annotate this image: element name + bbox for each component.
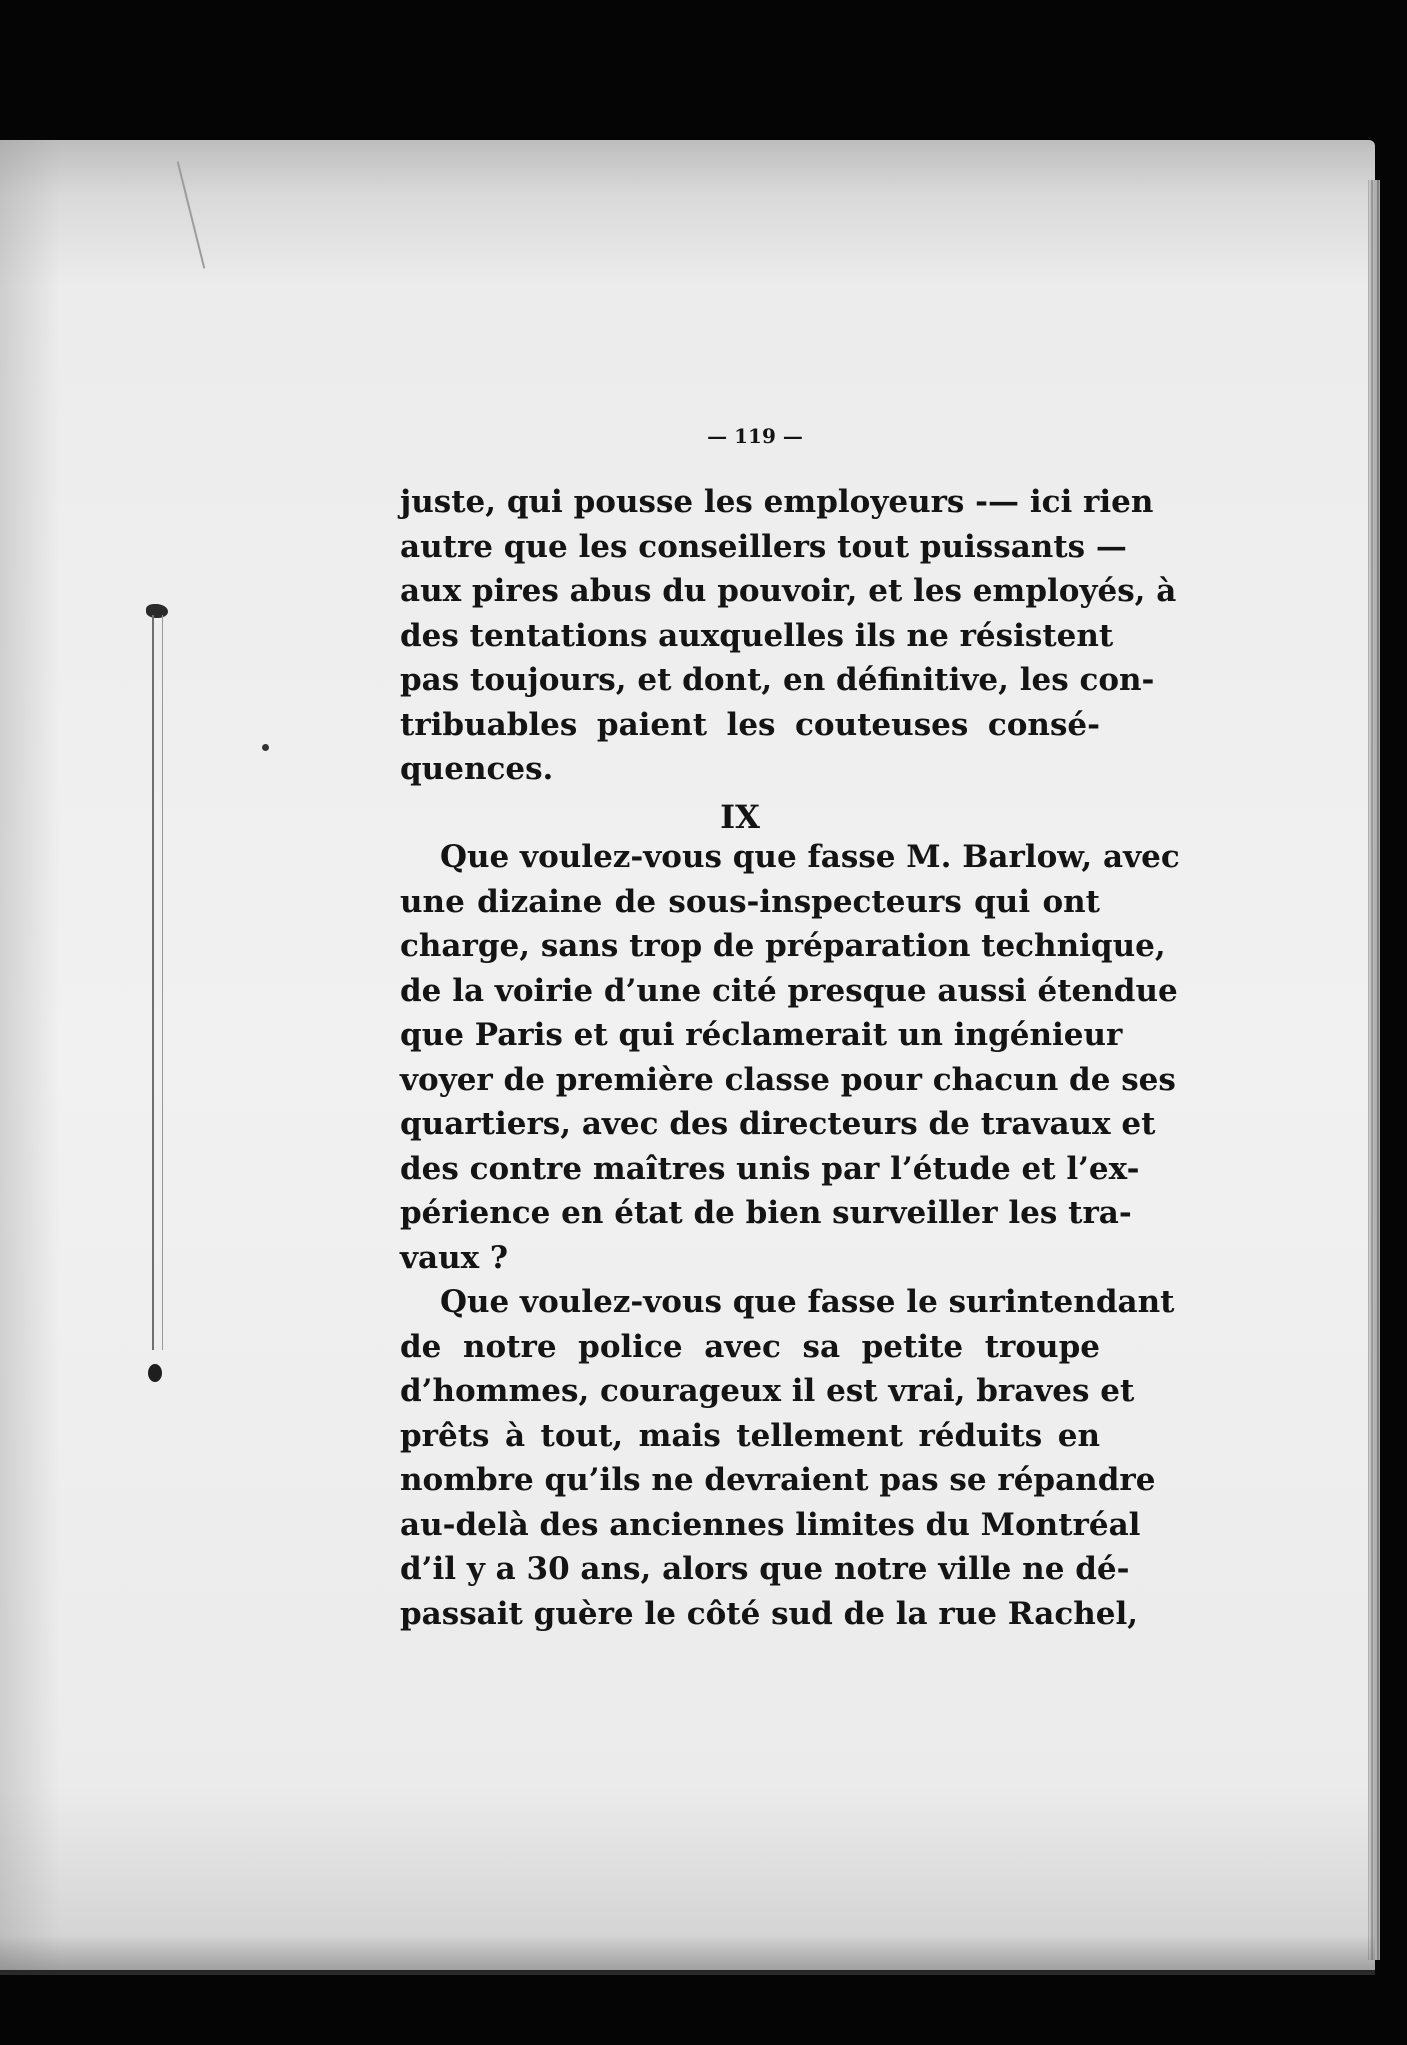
text-line: d’hommes, courageux il est vrai, braves et: [400, 1373, 1135, 1409]
text-line: autre que les conseillers tout puissants —: [400, 528, 1127, 565]
page-number: — 119 —: [707, 424, 803, 448]
text-line: vaux ?: [400, 1239, 509, 1276]
text-line: voyer de première classe pour chacun de ses: [400, 1061, 1176, 1098]
bottom-fold-shadow: [0, 1935, 1375, 1975]
binding-string: [152, 615, 163, 1350]
text-line: une dizaine de sous-inspecteurs qui ont: [400, 883, 1100, 920]
text-line: pas toujours, et dont, en définitive, les con-: [400, 662, 1155, 698]
text-line: Que voulez-vous que fasse le surintendant: [440, 1284, 1175, 1320]
page-edge-stack: [1368, 180, 1380, 1960]
text-line: tribuables paient les couteuses consé-: [400, 706, 1100, 743]
binding-shadow: [0, 140, 60, 1970]
text-line: que Paris et qui réclamerait un ingénieur: [400, 1017, 1123, 1053]
text-line: de la voirie d’une cité presque aussi étendue: [400, 972, 1178, 1009]
paragraph-2: [400, 835, 1180, 1280]
ink-speck: [262, 744, 269, 751]
text-line: prêts à tout, mais tellement réduits en: [400, 1417, 1100, 1454]
section-heading: IX: [720, 797, 760, 836]
text-line: d’il y a 30 ans, alors que notre ville ne dé-: [400, 1551, 1130, 1587]
text-line: au-delà des anciennes limites du Montréal: [400, 1506, 1141, 1543]
text-line: aux pires abus du pouvoir, et les employés, à: [400, 573, 1177, 609]
text-line: quences.: [400, 751, 554, 787]
text-line: nombre qu’ils ne devraient pas se répandre: [400, 1462, 1156, 1498]
text-line: Que voulez-vous que fasse M. Barlow, avec: [440, 839, 1180, 875]
text-line: passait guère le côté sud de la rue Rachel,: [400, 1595, 1139, 1632]
text-line: des tentations auxquelles ils ne résistent: [400, 617, 1114, 654]
paragraph-3: [400, 1280, 1175, 1636]
binding-string-knot-bottom: [148, 1364, 162, 1382]
text-line: quartiers, avec des directeurs de travaux et: [400, 1106, 1156, 1142]
text-line: périence en état de bien surveiller les tra-: [400, 1195, 1132, 1231]
paragraph-1: [400, 480, 1177, 842]
text-line: charge, sans trop de préparation technique,: [400, 928, 1166, 964]
text-line: de notre police avec sa petite troupe: [400, 1328, 1100, 1365]
text-line: juste, qui pousse les employeurs -— ici rien: [400, 484, 1154, 520]
text-line: des contre maîtres unis par l’étude et l’ex-: [400, 1150, 1140, 1187]
